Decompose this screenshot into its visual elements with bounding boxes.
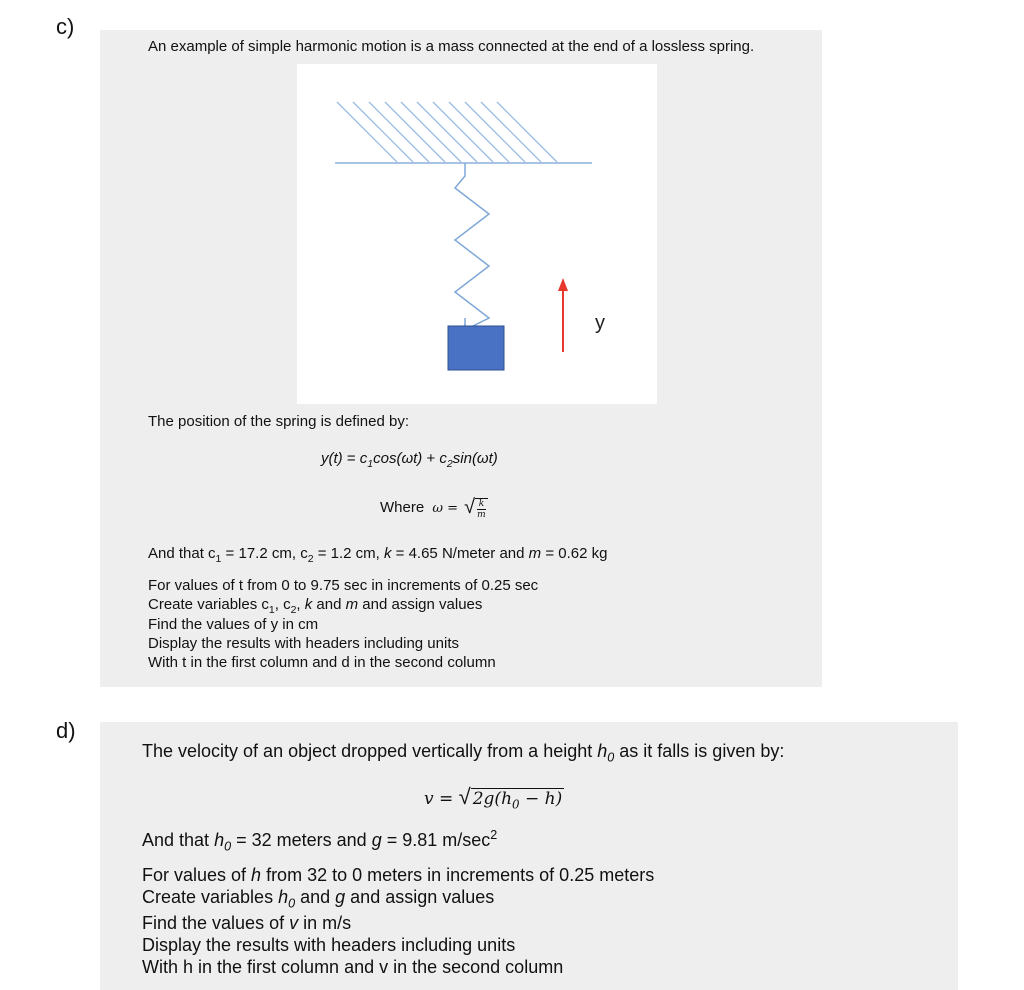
part-d-panel — [100, 722, 958, 990]
part-c-instruction-3: Find the values of y in cm — [148, 616, 319, 633]
omega-definition: Where ω = √ $\frac{k}{m}$ — [380, 496, 486, 521]
part-d-instruction-1: For values of h from 32 to 0 meters in increments of 0.25 meters — [142, 865, 655, 885]
part-d-intro: The velocity of an object dropped vertically from a height $h_0$ as it falls is given by: — [142, 741, 785, 765]
part-d-instruction-5: With h in the first column and v in the second column — [142, 957, 564, 977]
part-c-instruction-1: For values of t from 0 to 9.75 sec in increments of 0.25 sec — [148, 577, 539, 594]
part-c-instruction-2: Create variables $c_1$, $c_2$, k and m and assign values — [148, 596, 483, 616]
sqrt-k-over-m: √ $\frac{k}{m}$ — [464, 496, 486, 521]
position-intro: The position of the spring is defined by: — [148, 413, 409, 430]
part-c-panel — [100, 30, 822, 687]
part-c-instruction-5: With t in the first column and d in the second column — [148, 654, 496, 671]
y-axis-label: y — [595, 312, 605, 334]
part-d-instruction-3: Find the values of v in m/s — [142, 913, 352, 933]
part-d-values: And that $h_0 = 32$ meters and g = 9.81 $m/\sec^2$ — [142, 828, 498, 854]
part-d-instruction-2: Create variables $h_0$ and g and assign values — [142, 887, 495, 911]
velocity-equation: v = √ $2g(h_0 - h)$ — [424, 784, 563, 812]
part-c-intro: An example of simple harmonic motion is a mass connected at the end of a lossless spring. — [148, 38, 755, 55]
part-d-label: d) — [56, 718, 76, 743]
part-c-values: And that $c_1 = 17.2$ cm, $c_2 = 1.2$ cm, k = 4.65 N/meter and m = 0.62 kg — [148, 545, 608, 565]
spring-mass-diagram — [297, 64, 657, 404]
position-equation: $y(t) = c_1\cos(\omega t) + c_2\sin(\omega t)$ — [321, 450, 498, 470]
part-c-instruction-4: Display the results with headers including units — [148, 635, 459, 652]
part-c-label: c) — [56, 14, 75, 39]
mass-block — [448, 326, 504, 370]
part-d-instruction-4: Display the results with headers including units — [142, 935, 516, 955]
